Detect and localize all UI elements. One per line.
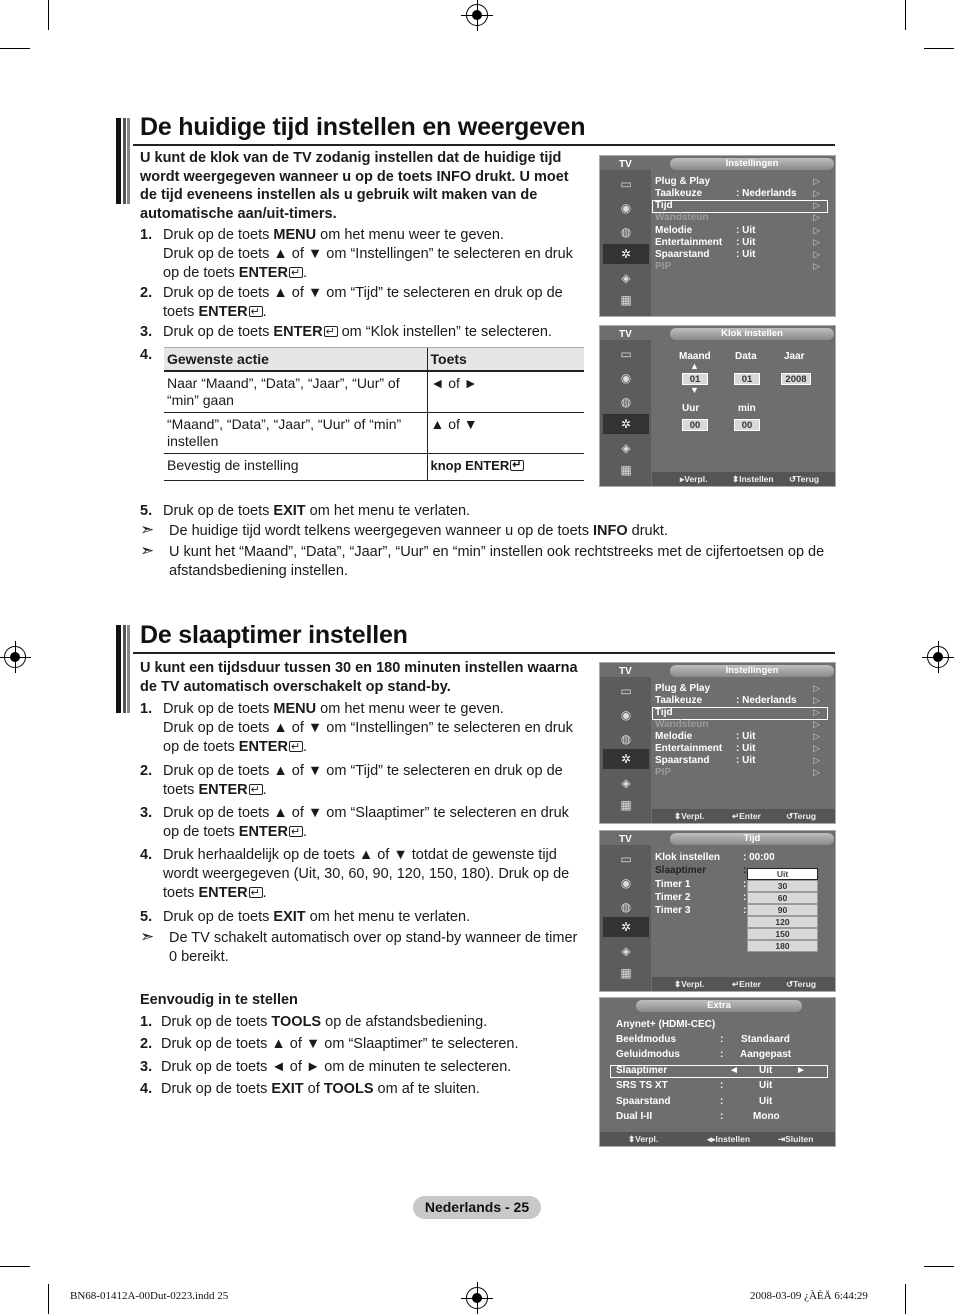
menu-row: Wandsteun <box>655 719 709 730</box>
section-title: De slaaptimer instellen <box>140 621 408 649</box>
step: 3. Druk op de toets ▲ of ▼ om “Slaaptimer” te selecteren en druk op de toets ENTER↵ . <box>140 804 585 842</box>
setup-menu-icon[interactable]: ✲ <box>603 917 649 937</box>
channel-menu-icon[interactable]: ◍ <box>620 900 632 914</box>
menu-row[interactable]: Tijd <box>655 707 673 718</box>
channel-menu-icon[interactable]: ◍ <box>620 225 632 239</box>
table-header: Gewenste actie <box>164 348 427 372</box>
screen-title: Instellingen <box>670 665 834 677</box>
section-bar <box>116 118 130 204</box>
channel-menu-icon[interactable]: ◍ <box>620 395 632 409</box>
tv-screen-instellingen: TV Instellingen ▭ ◉ ◍ ✲ ◈ ▦ Plug & Play Taalkeuze : Nederlands Tijd Wandsteun Melodie : Uit Entertainment : Uit Spaarstand : Uit PIP ▷ ▷ ▷ ▷ ▷ ▷ ▷ ▷ ⬍ Verpl. ↵ Enter ↺ Terug <box>599 662 836 824</box>
arrow-right-icon: ▷ <box>813 249 820 259</box>
setup-menu-icon[interactable]: ✲ <box>603 414 649 434</box>
crop-mark <box>924 1266 954 1267</box>
note-arrow-icon: ➣ <box>140 541 155 560</box>
table-cell: knop ENTER↵ <box>427 454 584 481</box>
arrow-right-icon: ▷ <box>813 212 820 222</box>
menu-row: PIP <box>655 767 672 778</box>
input-menu-icon[interactable]: ◈ <box>621 776 631 790</box>
menu-row[interactable]: Taalkeuze : Nederlands <box>655 188 797 199</box>
application-menu-icon[interactable]: ▦ <box>620 463 632 477</box>
crop-mark <box>48 1284 49 1314</box>
input-menu-icon[interactable]: ◈ <box>621 944 631 958</box>
arrow-right-icon: ▷ <box>813 695 820 705</box>
input-menu-icon[interactable]: ◈ <box>621 271 631 285</box>
step-number: 1. <box>140 227 153 243</box>
crop-mark <box>905 1284 906 1314</box>
date-slug: 2008-03-09 ¿ÀÈÄ 6:44:29 <box>750 1290 868 1302</box>
input-menu-icon[interactable]: ◈ <box>621 441 631 455</box>
arrow-right-icon: ▷ <box>813 237 820 247</box>
sound-menu-icon[interactable]: ◉ <box>620 371 632 385</box>
sleep-timer-option[interactable]: Uit <box>747 868 818 880</box>
sleep-timer-option[interactable]: 120 <box>747 916 818 928</box>
enter-icon <box>289 267 303 278</box>
enter-icon <box>510 460 524 471</box>
section-rule <box>133 144 835 146</box>
action-table <box>164 347 584 481</box>
menu-row[interactable]: Dual I-II : Mono <box>616 1111 780 1122</box>
arrow-right-icon: ▷ <box>813 200 820 210</box>
crop-mark <box>0 48 30 49</box>
menu-row[interactable]: Slaaptimer : <box>655 865 747 876</box>
step: 1. Druk op de toets MENU om het menu weer te geven. Druk op de toets ▲ of ▼ om “Instellingen” te selecteren en druk op de toets ENTER↵ . <box>140 700 585 757</box>
table-row <box>164 413 584 454</box>
sound-menu-icon[interactable]: ◉ <box>620 708 632 722</box>
menu-row[interactable]: Timer 3 : <box>655 905 747 916</box>
step: 2. Druk op de toets ▲ of ▼ om “Tijd” te selecteren en druk op de toets ENTER↵ . <box>140 284 585 322</box>
arrow-right-icon: ▷ <box>813 176 820 186</box>
arrow-right-icon: ▷ <box>813 683 820 693</box>
picture-menu-icon[interactable]: ▭ <box>620 347 632 361</box>
arrow-right-icon: ▷ <box>813 731 820 741</box>
picture-menu-icon[interactable]: ▭ <box>620 684 632 698</box>
screen-footer: ▸ Verpl. ⬍ Instellen ↺ Terug <box>652 472 835 486</box>
easy-step: 3. Druk op de toets ◄ of ► om de minuten te selecteren. <box>140 1059 512 1075</box>
step: 5. Druk op de toets EXIT om het menu te verlaten. <box>140 909 471 925</box>
arrow-right-icon: ▷ <box>813 719 820 729</box>
crop-mark <box>48 0 49 30</box>
picture-menu-icon[interactable]: ▭ <box>620 852 632 866</box>
section-rule <box>133 652 835 654</box>
channel-menu-icon[interactable]: ◍ <box>620 732 632 746</box>
crop-mark <box>0 1266 30 1267</box>
setup-menu-icon[interactable]: ✲ <box>603 244 649 264</box>
note-arrow-icon: ➣ <box>140 520 155 539</box>
table-cell: Naar “Maand”, “Data”, “Jaar”, “Uur” of “min” gaan <box>164 371 427 413</box>
enter-icon <box>289 741 303 752</box>
menu-row[interactable]: Taalkeuze : Nederlands <box>655 695 797 706</box>
menu-row: Wandsteun <box>655 212 709 223</box>
registration-mark-icon <box>4 646 26 668</box>
note-arrow-icon: ➣ <box>140 927 155 946</box>
sleep-timer-options <box>747 868 818 952</box>
menu-row[interactable]: Beeldmodus : Standaard <box>616 1034 790 1045</box>
hour-field[interactable]: 00 <box>682 419 708 431</box>
screen-footer: ⬍ Verpl. ◂▸ Instellen ⇥ Sluiten <box>600 1132 835 1146</box>
setup-menu-icon[interactable]: ✲ <box>603 749 649 769</box>
arrow-right-icon: ▷ <box>813 188 820 198</box>
menu-row[interactable]: Entertainment : Uit <box>655 743 756 754</box>
note: ➣ U kunt het “Maand”, “Data”, “Jaar”, “Uur” en “min” instellen ook rechtstreeks met de cijfertoetsen op de afstandsbediening instellen. <box>140 541 825 579</box>
menu-row[interactable]: Entertainment : Uit <box>655 237 756 248</box>
table-header: Toets <box>427 348 584 372</box>
file-slug: BN68-01412A-00Dut-0223.indd 25 <box>70 1290 229 1302</box>
tv-screen-klok-instellen: TV Klok instellen ▭ ◉ ◍ ✲ ◈ ▦ Maand Data Jaar ▲ 01 01 2008 ▼ Uur min 00 00 ▸ Verpl. ⬍ Instellen ↺ Terug <box>599 325 836 487</box>
menu-row[interactable]: Timer 2 : <box>655 892 747 903</box>
application-menu-icon[interactable]: ▦ <box>620 798 632 812</box>
screen-title: Tijd <box>670 833 834 845</box>
table-cell: “Maand”, “Data”, “Jaar”, “Uur” of “min” instellen <box>164 413 427 454</box>
step: 4. Druk herhaaldelijk op de toets ▲ of ▼ totdat de gewenste tijd wordt weergegeven (Uit, 30, 60, 90, 120, 150, 180). Druk op de toets ENTER↵ . <box>140 846 585 903</box>
year-field[interactable]: 2008 <box>781 373 811 385</box>
table-row <box>164 371 584 413</box>
easy-step: 2. Druk op de toets ▲ of ▼ om “Slaaptimer” te selecteren. <box>140 1036 519 1052</box>
sleep-timer-option[interactable]: 150 <box>747 928 818 940</box>
sound-menu-icon[interactable]: ◉ <box>620 201 632 215</box>
menu-row[interactable]: Plug & Play <box>655 176 711 187</box>
easy-step: 4. Druk op de toets EXIT of TOOLS om af te sluiten. <box>140 1081 480 1097</box>
enter-icon <box>249 887 263 898</box>
arrow-left-icon: ◄ <box>729 1065 739 1076</box>
step: 2. Druk op de toets ▲ of ▼ om “Tijd” te selecteren en druk op de toets ENTER↵ . <box>140 762 585 800</box>
screen-title: Klok instellen <box>670 328 834 340</box>
up-arrow-icon: ▲ <box>690 361 699 371</box>
screen-title: Extra <box>636 1000 802 1012</box>
registration-mark-icon <box>466 1287 488 1309</box>
section-intro: U kunt een tijdsduur tussen 30 en 180 minuten instellen waarna de TV automatisch overschakelt op stand-by. <box>140 660 578 695</box>
crop-mark <box>905 0 906 30</box>
tv-screen-tijd: TV Tijd ▭ ◉ ◍ ✲ ◈ ▦ Klok instellen : 00:00 Slaaptimer : Timer 1 : Timer 2 : Timer 3 : Uit 30 60 90 120 150 180 ⬍ Verpl. ↵ Enter ↺ Terug <box>599 830 836 992</box>
crop-mark <box>924 48 954 49</box>
note: ➣ De huidige tijd wordt telkens weergegeven wanneer u op de toets INFO drukt. <box>140 520 668 539</box>
arrow-right-icon: ▷ <box>813 707 820 717</box>
tv-screen-instellingen: TV Instellingen ▭ ◉ ◍ ✲ ◈ ▦ Plug & Play Taalkeuze : Nederlands Tijd Wandsteun Melodie : Uit Entertainment : Uit Spaarstand : Uit PIP ▷ ▷ ▷ ▷ ▷ ▷ ▷ ▷ <box>599 155 836 317</box>
easy-title: Eenvoudig in te stellen <box>140 992 298 1008</box>
menu-row[interactable]: Anynet+ (HDMI-CEC) <box>616 1019 716 1030</box>
sleep-timer-option[interactable]: 90 <box>747 904 818 916</box>
table-row <box>164 454 584 481</box>
sleep-timer-option[interactable]: 60 <box>747 892 818 904</box>
menu-row[interactable]: SRS TS XT : Uit <box>616 1080 773 1091</box>
application-menu-icon[interactable]: ▦ <box>620 966 632 980</box>
sleep-timer-option[interactable]: 180 <box>747 940 818 952</box>
arrow-right-icon: ▷ <box>813 261 820 271</box>
arrow-right-icon: ▷ <box>813 767 820 777</box>
screen-footer: ⬍ Verpl. ↵ Enter ↺ Terug <box>652 809 835 823</box>
menu-row[interactable]: Slaaptimer ◄ Uit ► <box>616 1065 806 1076</box>
menu-row[interactable]: Geluidmodus : Aangepast <box>616 1049 792 1060</box>
arrow-right-icon: ▷ <box>813 743 820 753</box>
registration-mark-icon <box>927 646 949 668</box>
enter-icon <box>289 826 303 837</box>
picture-menu-icon[interactable]: ▭ <box>620 177 632 191</box>
sound-menu-icon[interactable]: ◉ <box>620 876 632 890</box>
menu-row[interactable]: Timer 1 : <box>655 879 747 890</box>
arrow-right-icon: ▷ <box>813 225 820 235</box>
table-cell: ▲ of ▼ <box>427 413 584 454</box>
section-bar <box>116 625 130 713</box>
day-field[interactable]: 01 <box>734 373 760 385</box>
menu-row[interactable]: Spaarstand : Uit <box>616 1096 773 1107</box>
menu-row[interactable]: Melodie : Uit <box>655 731 756 742</box>
page-number: Nederlands - 25 <box>413 1196 541 1219</box>
month-field[interactable]: 01 <box>682 373 708 385</box>
down-arrow-icon: ▼ <box>690 385 699 395</box>
sleep-timer-option[interactable]: 30 <box>747 880 818 892</box>
table-cell: ◄ of ► <box>427 371 584 413</box>
menu-row[interactable]: Spaarstand : Uit <box>655 755 756 766</box>
tv-screen-extra <box>599 997 836 1147</box>
enter-icon <box>249 784 263 795</box>
table-cell: Bevestig de instelling <box>164 454 427 481</box>
screen-footer: ⬍ Verpl. ↵ Enter ↺ Terug <box>652 977 835 991</box>
step: 3. Druk op de toets ENTER↵ om “Klok instellen” te selecteren. <box>140 323 585 342</box>
step: 1. Druk op de toets MENU om het menu weer te geven. Druk op de toets ▲ of ▼ om “Instellingen” te selecteren en druk op de toets ENTER↵ . <box>140 226 585 283</box>
step: 5. Druk op de toets EXIT om het menu te verlaten. <box>140 503 471 519</box>
menu-row[interactable]: Melodie : Uit <box>655 225 756 236</box>
section-title: De huidige tijd instellen en weergeven <box>140 113 586 141</box>
registration-mark-icon <box>466 4 488 26</box>
menu-row: PIP <box>655 261 672 272</box>
easy-step: 1. Druk op de toets TOOLS op de afstandsbediening. <box>140 1014 488 1030</box>
enter-icon <box>249 306 263 317</box>
minute-field[interactable]: 00 <box>734 419 760 431</box>
arrow-right-icon: ► <box>796 1065 806 1076</box>
menu-row[interactable]: Tijd <box>655 200 673 211</box>
arrow-right-icon: ▷ <box>813 755 820 765</box>
enter-icon <box>324 326 338 337</box>
note: ➣ De TV schakelt automatisch over op stand-by wanneer de timer 0 bereikt. <box>140 927 578 965</box>
application-menu-icon[interactable]: ▦ <box>620 293 632 307</box>
menu-row[interactable]: Plug & Play <box>655 683 711 694</box>
menu-row[interactable]: Klok instellen : 00:00 <box>655 852 775 863</box>
section-intro: U kunt de klok van de TV zodanig instellen dat de huidige tijd wordt weergegeven wanneer u op de toets INFO drukt. U moet de tijd eveneens instellen als u gebruik wilt maken van de automatische aan/uit-timers. <box>140 150 569 222</box>
menu-row[interactable]: Spaarstand : Uit <box>655 249 756 260</box>
screen-title: Instellingen <box>670 158 834 170</box>
